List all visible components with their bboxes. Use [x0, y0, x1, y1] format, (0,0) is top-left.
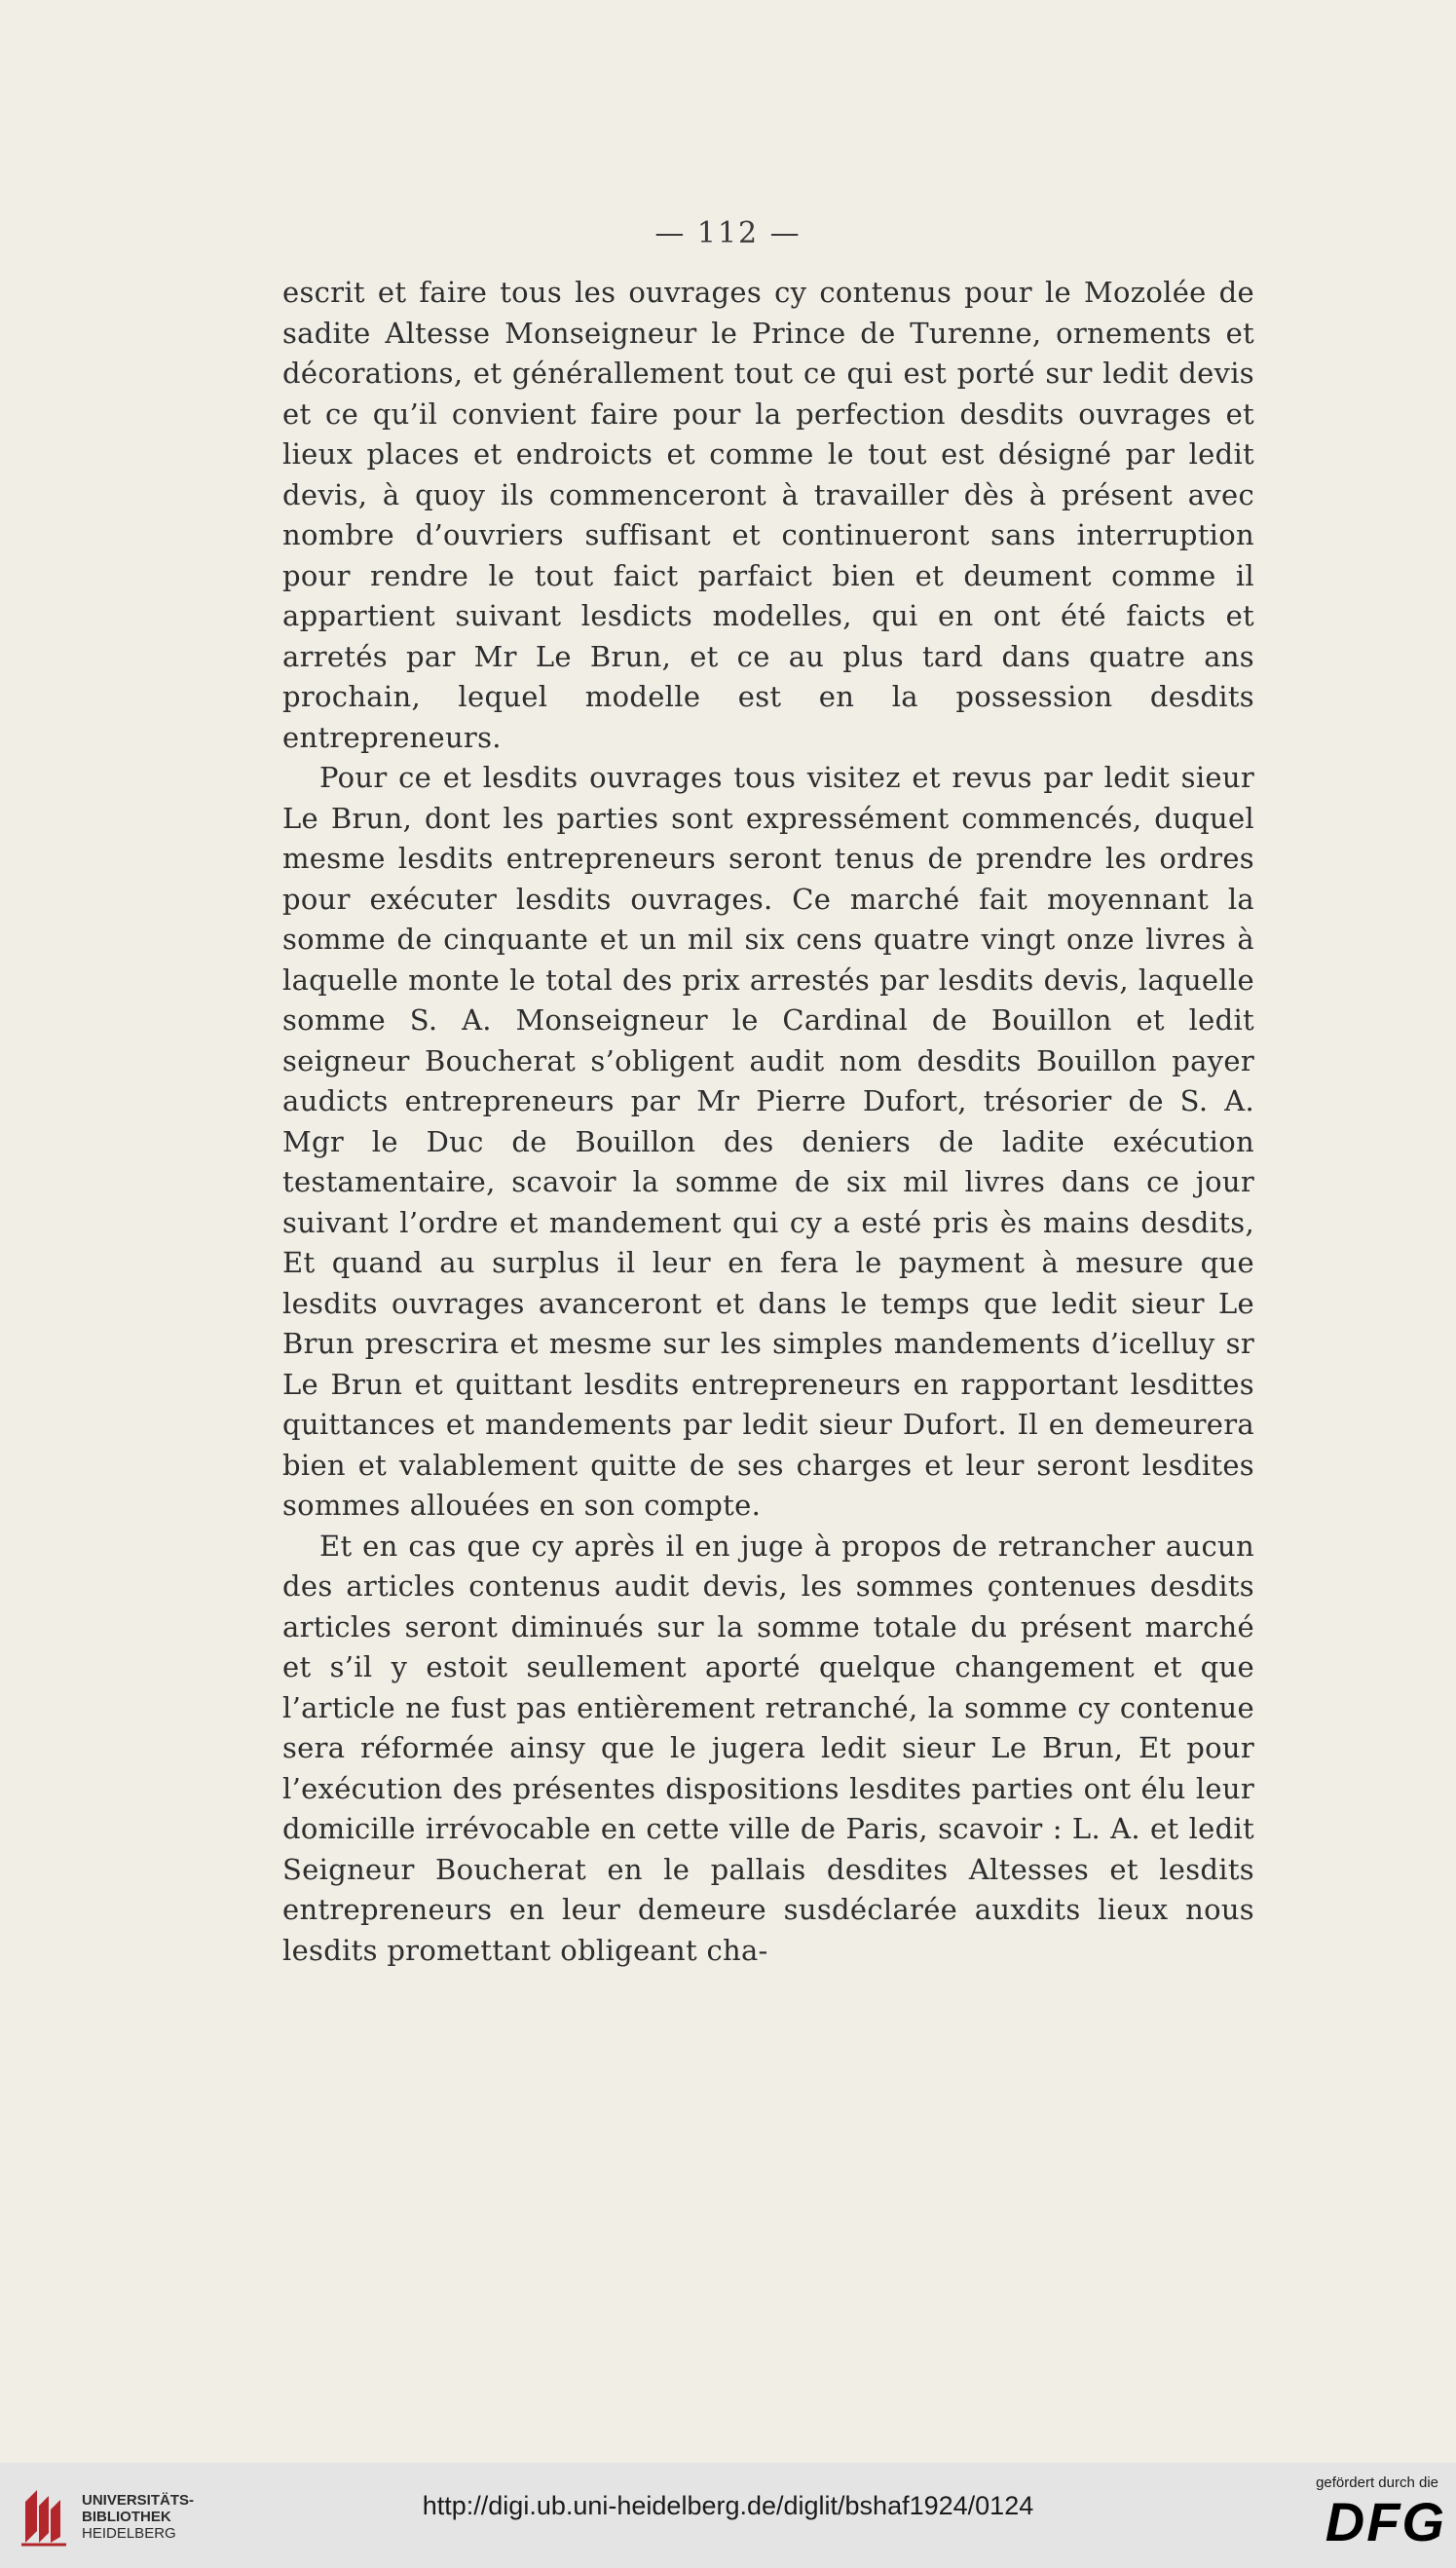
funder-block	[1286, 2474, 1446, 2551]
logo-line-3: HEIDELBERG	[82, 2525, 176, 2542]
body-text	[282, 273, 1254, 1971]
dfg-logo[interactable]: DFG	[1325, 2491, 1446, 2552]
page-number: — 112 —	[654, 216, 802, 250]
permalink-url[interactable]: http://digi.ub.uni-heidelberg.de/diglit/bshaf1924/0124	[422, 2491, 1034, 2520]
funder-label: gefördert durch die	[1316, 2474, 1438, 2491]
paragraph-2: Pour ce et lesdits ouvrages tous visitez et revus par ledit sieur Le Brun, dont les parties sont expressément commencés, duquel mesme lesdits entrepreneurs seront tenus de prendre les ordres pour exécuter lesdits ouvrages. Ce marché fait moyennant la somme de cinquante et un mil six cens quatre vingt onze livres à laquelle monte le total des prix arrestés par lesdits devis, laquelle somme S. A. Monseigneur le Cardinal de Bouillon et ledit seigneur Boucherat s’obligent audit nom desdits Bouillon payer audicts entrepreneurs par Mr Pierre Dufort, trésorier de S. A. Mgr le Duc de Bouillon des deniers de ladite exécution testamentaire, scavoir la somme de six mil livres dans ce jour suivant l’ordre et mandement qui cy a esté pris ès mains desdits, Et quand au surplus il leur en fera le payment à mesure que lesdits ouvrages avanceront et dans le temps que ledit sieur Le Brun prescrira et mesme sur les simples mandements d’icelluy sr Le Brun et quittant lesdits entrepreneurs en rapportant lesdittes quittances et mandements par ledit sieur Dufort. Il en demeurera bien et valablement quitte de ses charges et leur seront lesdites sommes allouées en son compte.	[282, 761, 1254, 1522]
logo-line-2: BIBLIOTHEK	[82, 2509, 171, 2525]
paragraph-1: escrit et faire tous les ouvrages cy contenus pour le Mozolée de sadite Altesse Monseigneur le Prince de Turenne, ornements et décorations, et générallement tout ce qui est porté sur ledit devis et ce qu’il convient faire pour la perfection desdits ouvrages et lieux places et endroicts et comme le tout est désigné par ledit devis, à quoy ils commenceront à travailler dès à présent avec nombre d’ouvriers suffisant et continueront sans interruption pour rendre le tout faict parfaict bien et deument comme il appartient suivant lesdicts modelles, qui en ont été faicts et arretés par Mr Le Brun, et ce au plus tard dans quatre ans prochain, lequel modelle est en la possession desdits entrepreneurs.	[282, 276, 1254, 754]
logo-line-1: UNIVERSITÄTS-	[82, 2492, 195, 2509]
paragraph-3: Et en cas que cy après il en juge à propos de retrancher aucun des articles contenus audit devis, les sommes çontenues desdits articles seront diminués sur la somme totale du présent marché et s’il y estoit seullement aporté quelque changement et que l’article ne fust pas entièrement retranché, la somme cy contenue sera réformée ainsy que le jugera ledit sieur Le Brun, Et pour l’exécution des présentes dispositions lesdites parties ont élu leur domicille irrévocable en cette ville de Paris, scavoir : L. A. et ledit Seigneur Boucherat en le pallais desdites Altesses et lesdits entrepreneurs en leur demeure susdéclarée auxdits lieux nous lesdits promettant obligeant cha-	[282, 1529, 1254, 1967]
